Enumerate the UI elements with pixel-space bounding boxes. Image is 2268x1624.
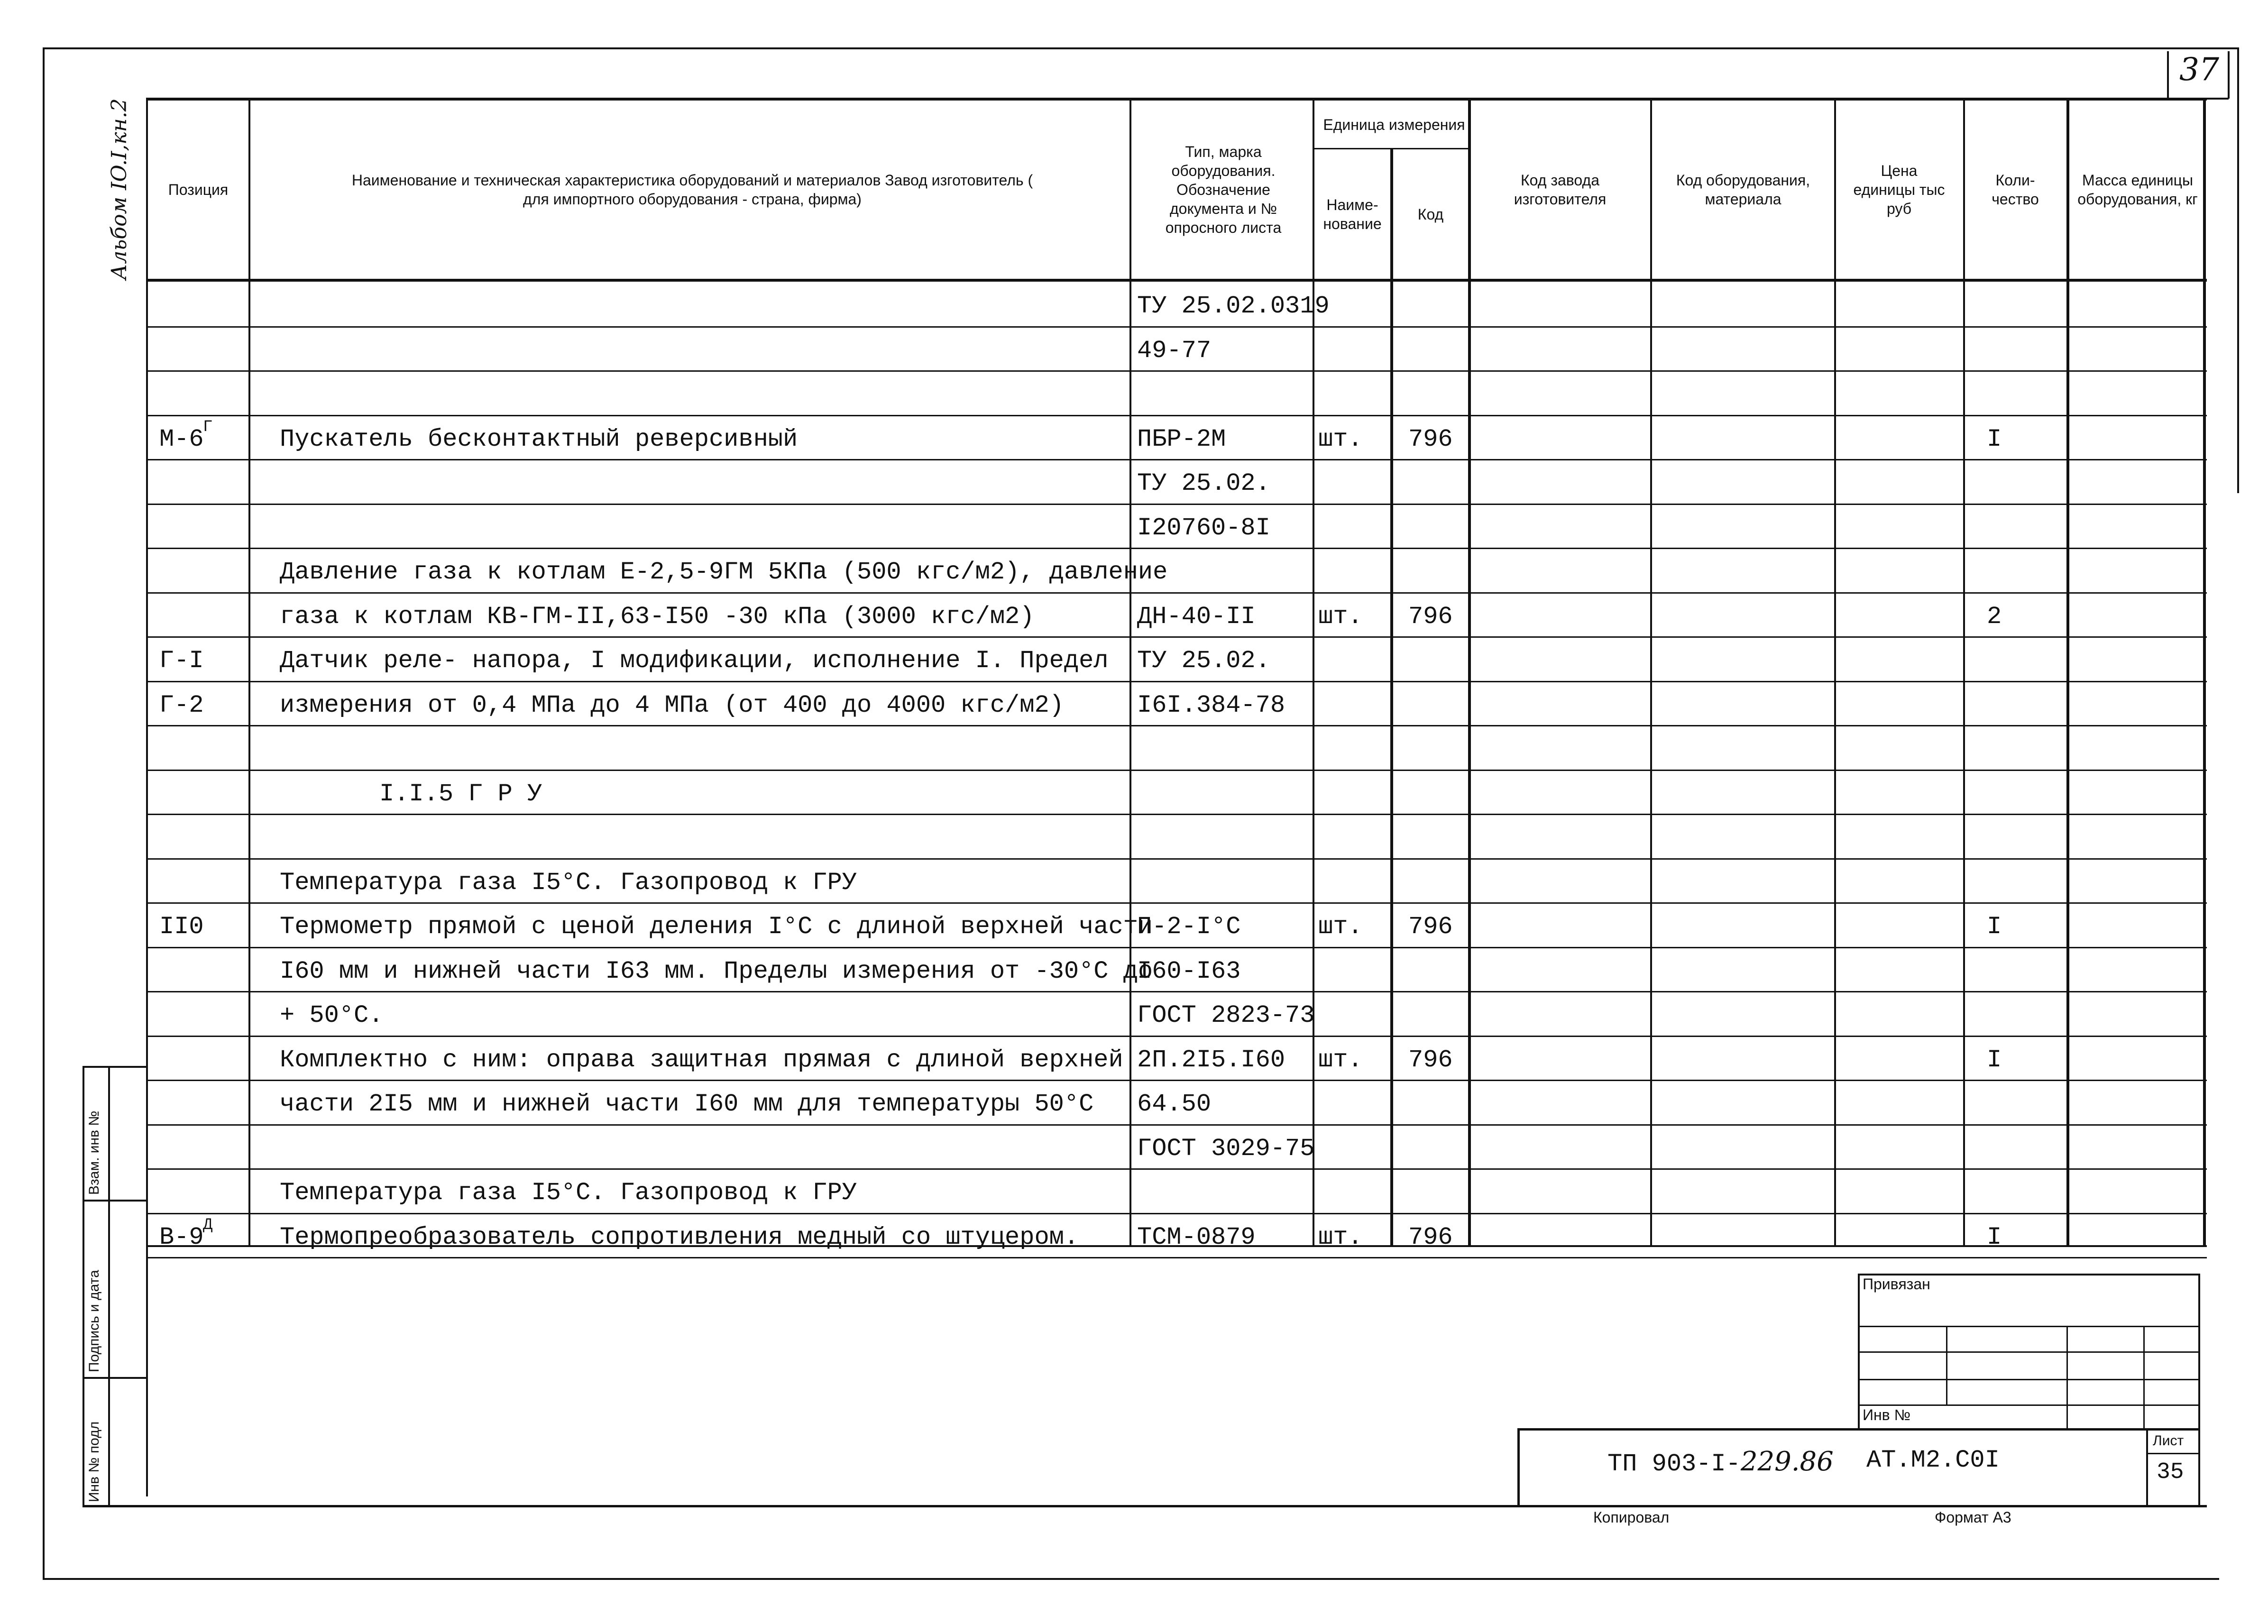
row-separator	[146, 370, 2207, 372]
side-stamp-inv-podl: Инв № подл	[86, 1421, 102, 1502]
cell-type: ГОСТ 2823-73	[1137, 1001, 1315, 1029]
header-unit-code: Код	[1417, 206, 1444, 223]
cell-unit: шт.	[1318, 913, 1363, 941]
header-name: Наименование и техническая характеристика оборудований и материалов Завод изготовитель ( для импортного оборудования - страна, фирма)	[351, 172, 1033, 208]
cell-qty: I	[1987, 913, 2002, 941]
sheet-label: Лист	[2153, 1433, 2184, 1449]
cell-name: Термометр прямой с ценой деления I°С с длиной верхней части	[280, 913, 1153, 941]
cell-name: измерения от 0,4 МПа до 4 МПа (от 400 до 4000 кгс/м2)	[280, 691, 1064, 719]
footer-copied: Копировал	[1593, 1509, 1670, 1526]
col-line-1	[248, 98, 250, 1247]
row-separator	[146, 1080, 2207, 1081]
stamp-line2	[1858, 1351, 2199, 1353]
side-stamp-podpis: Подпись и дата	[86, 1270, 102, 1372]
cell-qty: I	[1987, 1223, 2002, 1251]
cell-name: Давление газа к котлам Е-2,5-9ГМ 5КПа (500 кгс/м2), давление	[280, 558, 1168, 586]
header-position: Позиция	[168, 181, 229, 198]
cell-name: Комплектно с ним: оправа защитная прямая с длиной верхней	[280, 1046, 1123, 1074]
header-factory-code: Код завода изготовителя	[1514, 172, 1607, 208]
row-separator	[146, 814, 2207, 815]
row-separator	[146, 991, 2207, 992]
cell-pos: II0	[159, 913, 204, 941]
row-separator	[146, 1036, 2207, 1037]
doc-number	[1607, 1446, 1834, 1478]
cell-type: 49-77	[1137, 337, 1212, 365]
cell-unit: шт.	[1318, 1046, 1363, 1074]
stamp-col3	[2143, 1326, 2145, 1430]
frame-left	[43, 47, 45, 1579]
title-block-top	[1517, 1428, 2200, 1431]
side-stamp-top	[83, 1066, 147, 1068]
cell-type: ТУ 25.02.	[1137, 647, 1270, 675]
cell-name: Термопреобразователь сопротивления медный со штуцером.	[280, 1223, 1079, 1251]
row-separator	[146, 415, 2207, 416]
footer-format: Формат А3	[1935, 1509, 2011, 1526]
cell-type: I20760-8I	[1137, 514, 1270, 542]
row-separator	[146, 548, 2207, 549]
row-separator	[146, 459, 2207, 460]
col-line-5	[1468, 98, 1471, 1247]
cell-type: П-2-I°С	[1137, 913, 1241, 941]
album-label: Альбом IO.I,кн.2	[107, 98, 131, 280]
cell-type: 64.50	[1137, 1090, 1212, 1118]
cell-unit: шт.	[1318, 425, 1363, 453]
cell-name: Температура газа I5°С. Газопровод к ГРУ	[280, 869, 857, 897]
cell-type: I60-I63	[1137, 957, 1241, 985]
row-separator	[146, 1213, 2207, 1214]
row-separator	[146, 770, 2207, 771]
row-separator	[146, 1168, 2207, 1170]
col-line-9	[2066, 98, 2069, 1247]
cell-name: Температура газа I5°С. Газопровод к ГРУ	[280, 1179, 857, 1207]
page-box-right	[2228, 51, 2230, 99]
cell-pos: В-9	[159, 1223, 204, 1251]
sheet-box-div	[2146, 1453, 2199, 1454]
cell-unit: шт.	[1318, 603, 1363, 631]
stamp-line1	[1858, 1326, 2199, 1327]
cell-name: Датчик реле- напора, I модификации, исполнение I. Предел	[280, 647, 1109, 675]
row-separator	[146, 725, 2207, 726]
title-block-left	[1517, 1428, 1520, 1506]
stamp-col2	[2066, 1326, 2068, 1430]
page-number: 37	[2179, 51, 2219, 88]
page-box-left	[2167, 51, 2169, 99]
cell-code: 796	[1408, 913, 1453, 941]
cell-name: I.I.5 Г Р У	[379, 780, 542, 808]
header-unit-name: Наиме- нование	[1323, 196, 1382, 232]
header-unit-group: Единица измерения	[1323, 116, 1465, 133]
frame-bottom	[43, 1578, 2219, 1580]
cell-code: 796	[1408, 425, 1453, 453]
sheet-box-left	[2146, 1428, 2148, 1506]
stamp-line3	[1858, 1379, 2199, 1380]
col-line-10	[2203, 98, 2206, 1247]
doc-prefix: ТП 903-I-	[1607, 1450, 1741, 1478]
sheet-box-right	[2198, 1428, 2200, 1506]
cell-type: ТУ 25.02.0319	[1137, 292, 1330, 320]
row-separator	[146, 947, 2207, 948]
doc-handwritten: 229.86	[1740, 1446, 1834, 1477]
frame-right	[2237, 47, 2239, 493]
side-stamp-mid	[108, 1066, 110, 1507]
row-separator	[146, 1124, 2207, 1126]
col-line-0	[146, 98, 148, 1496]
cell-code: 796	[1408, 603, 1453, 631]
cell-type: ДН-40-II	[1137, 603, 1256, 631]
stamp-inv-no: Инв №	[1863, 1406, 1910, 1423]
header-type: Тип, марка оборудования. Обозначение документа и № опросного листа	[1165, 143, 1282, 236]
cell-code: 796	[1408, 1223, 1453, 1251]
header-mass: Масса единицы оборудования, кг	[2077, 172, 2198, 208]
col-line-6	[1650, 98, 1652, 1247]
col-line-4	[1390, 148, 1393, 1247]
cell-pos: Г-I	[159, 647, 204, 675]
cell-name: I60 мм и нижней части I63 мм. Пределы измерения от -30°С до	[280, 957, 1153, 985]
cell-type: I6I.384-78	[1137, 691, 1286, 719]
cell-type: 2П.2I5.I60	[1137, 1046, 1286, 1074]
cell-pos: Г-2	[159, 691, 204, 719]
stamp-privyazan: Привязан	[1863, 1275, 1930, 1293]
cell-qty: I	[1987, 425, 2002, 453]
cell-type: ТСМ-0879	[1137, 1223, 1256, 1251]
cell-name: части 2I5 мм и нижней части I60 мм для температуры 50°С	[280, 1090, 1094, 1118]
side-stamp-vzam: Взам. инв №	[86, 1110, 102, 1195]
col-line-7	[1834, 98, 1836, 1247]
cell-type: ПБР-2М	[1137, 425, 1226, 453]
stamp-col1	[1946, 1326, 1947, 1404]
side-stamp-div1	[83, 1200, 147, 1202]
cell-qty: I	[1987, 1046, 2002, 1074]
sheet-number: 35	[2157, 1459, 2184, 1485]
row-separator	[146, 1257, 2207, 1258]
side-stamp-div2	[83, 1377, 147, 1379]
cell-pos: М-6	[159, 425, 204, 453]
row-separator	[146, 636, 2207, 638]
cell-unit: шт.	[1318, 1223, 1363, 1251]
doc-suffix: АТ.М2.С0I	[1866, 1446, 2000, 1474]
cell-type: ТУ 25.02.	[1137, 469, 1270, 497]
side-stamp-left	[83, 1066, 84, 1507]
header-quantity: Коли- чество	[1992, 172, 2039, 208]
header-price: Цена единицы тыс руб	[1853, 162, 1945, 217]
cell-code: 796	[1408, 1046, 1453, 1074]
col-line-8	[1963, 98, 1965, 1247]
frame-top	[43, 47, 2238, 49]
cell-name: Пускатель бесконтактный реверсивный	[280, 425, 798, 453]
row-separator	[146, 504, 2207, 505]
bottom-frame-line	[83, 1505, 2207, 1507]
cell-type: ГОСТ 3029-75	[1137, 1135, 1315, 1163]
row-separator	[146, 858, 2207, 860]
stamp-line4	[1858, 1404, 2199, 1406]
cell-name: газа к котлам КВ-ГМ-II,63-I50 -30 кПа (3000 кгс/м2)	[280, 603, 1035, 631]
cell-qty: 2	[1987, 603, 2002, 631]
row-separator	[146, 326, 2207, 328]
row-separator	[146, 592, 2207, 594]
row-separator	[146, 681, 2207, 682]
row-separator	[146, 902, 2207, 904]
col-line-2	[1129, 98, 1131, 1247]
header-equipment-code: Код оборудования, материала	[1676, 172, 1810, 208]
cell-name: + 50°С.	[280, 1001, 384, 1029]
header-bottom-line	[146, 279, 2207, 282]
